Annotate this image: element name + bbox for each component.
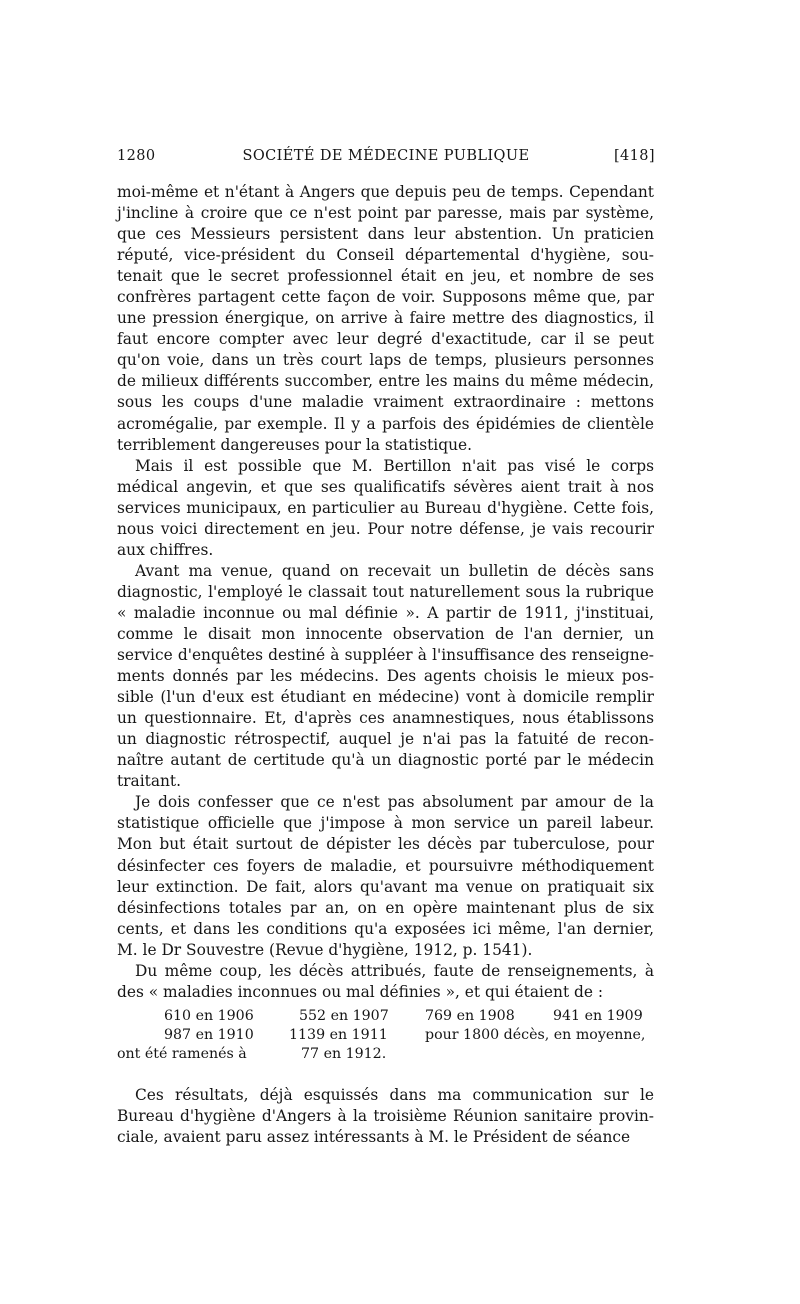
text-line: terriblement dangereuses pour la statistique.	[117, 435, 472, 454]
text-line: médical angevin, et que ses qualificatifs sévères aient trait à nos	[117, 477, 654, 496]
text-line: leur extinction. De fait, alors qu'avant ma venue on pratiquait six	[117, 877, 654, 896]
text-line: comme le disait mon innocente observation de l'an dernier, un	[117, 624, 654, 643]
section-number: [418]	[614, 148, 655, 164]
text-line: Du même coup, les décès attribués, faute de renseignements, à	[135, 961, 654, 980]
text-line: de milieux différents succomber, entre les mains du même médecin,	[117, 372, 654, 391]
text-line: « maladie inconnue ou mal définie ». A partir de 1911, j'instituai,	[117, 603, 654, 622]
paragraph	[117, 792, 654, 960]
stats-row	[117, 1026, 654, 1045]
text-line: ciale, avaient paru assez intéressants à M. le Président de séance	[117, 1128, 631, 1146]
text-line: une pression énergique, on arrive à faire mettre des diagnostics, il	[117, 309, 654, 328]
stat-1910: 987 en 1910	[164, 1027, 254, 1043]
text-line: diagnostic, l'employé le classait tout naturellement sous la rubrique	[117, 582, 654, 601]
paragraph	[117, 1085, 654, 1148]
text-line: naître autant de certitude qu'à un diagnostic porté par le médecin	[117, 751, 654, 770]
stat-1907: 552 en 1907	[299, 1008, 389, 1024]
body-text	[117, 182, 654, 1003]
running-title: SOCIÉTÉ DE MÉDECINE PUBLIQUE	[242, 148, 530, 164]
text-line: nous voici directement en jeu. Pour notre défense, je vais recourir	[117, 519, 654, 538]
stat-1909: 941 en 1909	[553, 1008, 643, 1024]
text-line: qu'on voie, dans un très court laps de temps, plusieurs personnes	[117, 351, 654, 370]
page-number: 1280	[117, 148, 156, 164]
text-line: un questionnaire. Et, d'après ces anamnestiques, nous établissons	[117, 709, 654, 728]
text-line: sous les coups d'une maladie vraiment extraordinaire : mettons	[117, 393, 654, 412]
running-header	[117, 148, 655, 170]
stat-1911: 1139 en 1911	[289, 1027, 388, 1043]
stat-reduced-label: ont été ramenés à	[117, 1046, 247, 1062]
text-line: des « maladies inconnues ou mal définies », et qui étaient de :	[117, 982, 604, 1001]
text-line: traitant.	[117, 772, 181, 791]
statistics-table	[117, 1007, 654, 1064]
paragraph	[117, 561, 654, 793]
text-line: Bureau d'hygiène d'Angers à la troisième Réunion sanitaire provin-	[117, 1107, 654, 1125]
closing-paragraph	[117, 1085, 654, 1148]
paragraph	[117, 961, 654, 1003]
text-line: services municipaux, en particulier au Bureau d'hygiène. Cette fois,	[117, 498, 654, 517]
text-line: aux chiffres.	[117, 540, 214, 559]
stat-average: pour 1800 décès, en moyenne,	[425, 1027, 646, 1043]
stat-1912: 77 en 1912.	[301, 1046, 387, 1062]
text-line: moi-même et n'étant à Angers que depuis peu de temps. Cependant	[117, 183, 654, 201]
text-line: un diagnostic rétrospectif, auquel je n'ai pas la fatuité de recon-	[117, 730, 654, 749]
text-line: tenait que le secret professionnel était en jeu, et nombre de ses	[117, 267, 654, 286]
text-line: désinfections totales par an, on en opère maintenant plus de six	[117, 898, 654, 917]
stat-1908: 769 en 1908	[425, 1008, 515, 1024]
text-line: statistique officielle que j'impose à mon service un pareil labeur.	[117, 814, 654, 833]
text-line: désinfecter ces foyers de maladie, et poursuivre méthodiquement	[117, 856, 654, 875]
text-line: faut encore compter avec leur degré d'exactitude, car il se peut	[117, 330, 654, 349]
text-line: que ces Messieurs persistent dans leur abstention. Un praticien	[117, 225, 654, 244]
text-line: cents, et dans les conditions qu'a exposées ici même, l'an dernier,	[117, 919, 654, 938]
text-line: M. le Dr Souvestre (Revue d'hygiène, 1912, p. 1541).	[117, 940, 533, 959]
text-line: sible (l'un d'eux est étudiant en médecine) vont à domicile remplir	[117, 688, 654, 707]
stats-row	[117, 1007, 654, 1026]
text-line: Ces résultats, déjà esquissés dans ma communication sur le	[135, 1086, 654, 1104]
text-line: Mais il est possible que M. Bertillon n'ait pas visé le corps	[135, 456, 654, 475]
text-line: acromégalie, par exemple. Il y a parfois des épidémies de clientèle	[117, 414, 654, 433]
text-line: Mon but était surtout de dépister les décès par tuberculose, pour	[117, 835, 654, 854]
text-line: réputé, vice-président du Conseil départemental d'hygiène, sou-	[117, 246, 654, 265]
text-line: Avant ma venue, quand on recevait un bulletin de décès sans	[135, 561, 654, 580]
stats-row	[117, 1045, 654, 1064]
text-line: service d'enquêtes destiné à suppléer à l'insuffisance des renseigne-	[117, 646, 654, 665]
stat-1906: 610 en 1906	[164, 1008, 254, 1024]
text-line: ments donnés par les médecins. Des agents choisis le mieux pos-	[117, 667, 654, 686]
text-line: Je dois confesser que ce n'est pas absolument par amour de la	[135, 793, 654, 812]
text-line: j'incline à croire que ce n'est point par paresse, mais par système,	[117, 204, 654, 223]
paragraph	[117, 182, 654, 456]
text-line: confrères partagent cette façon de voir. Supposons même que, par	[117, 288, 654, 307]
paragraph	[117, 456, 654, 561]
